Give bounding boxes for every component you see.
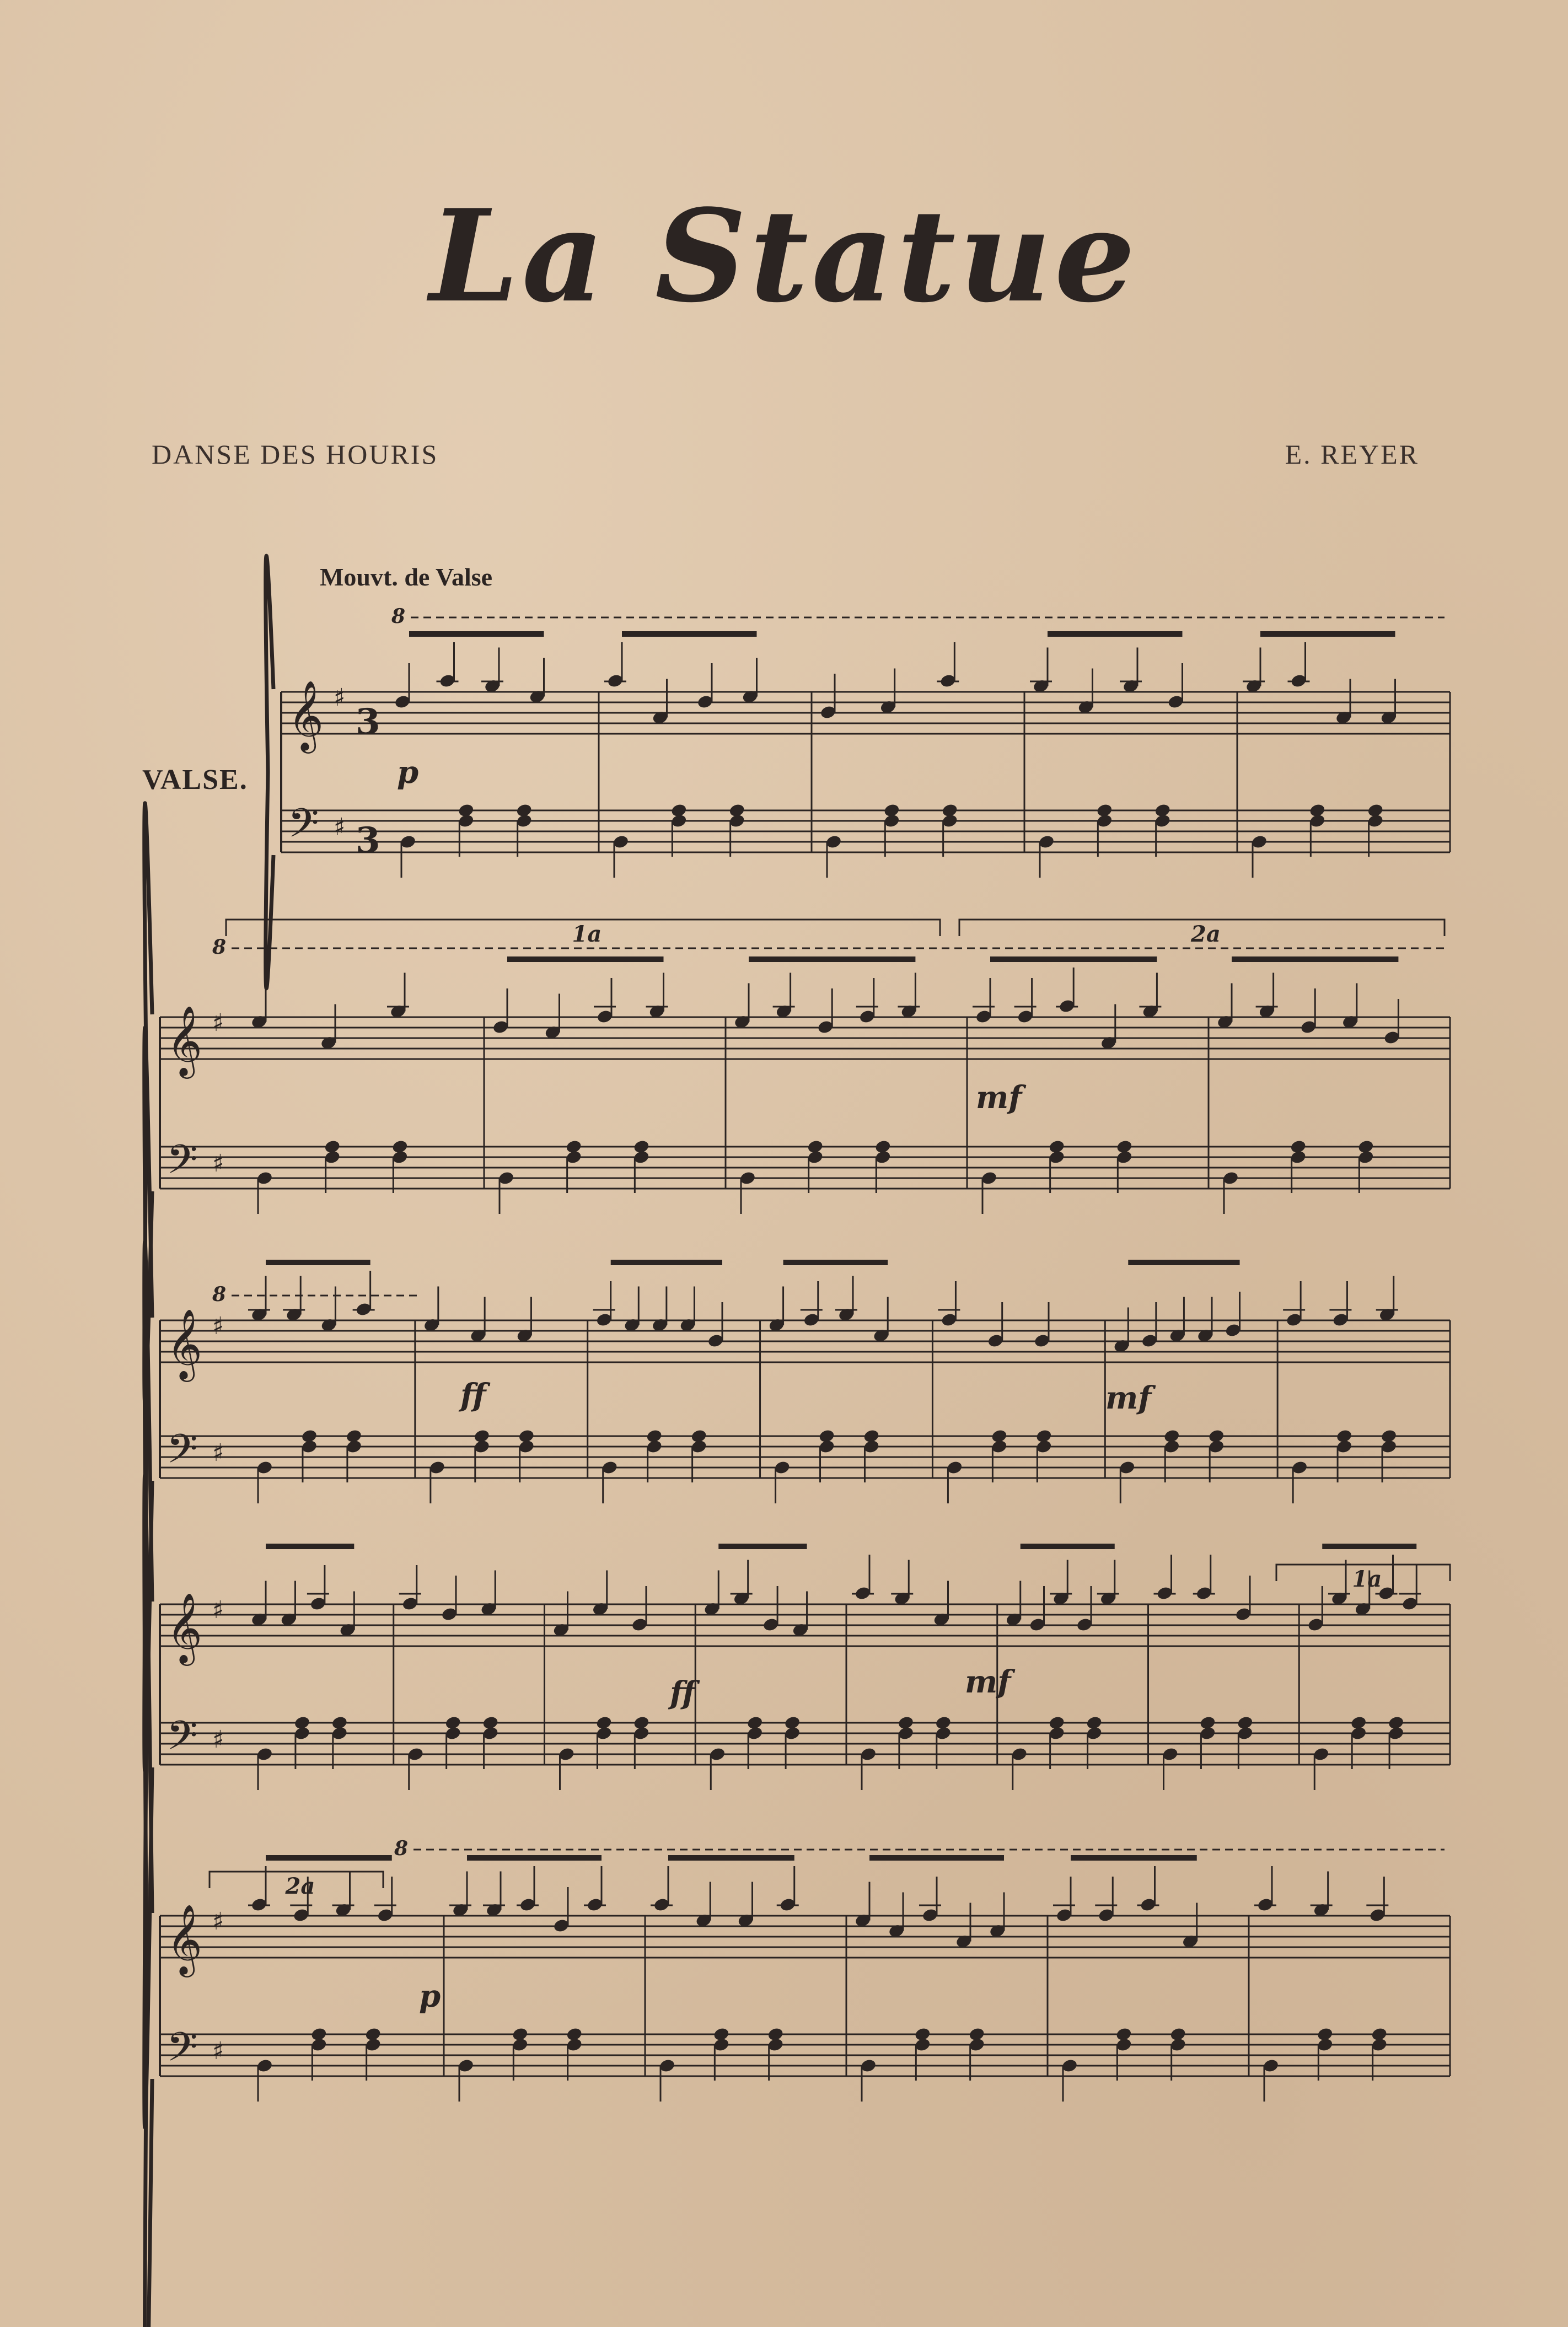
ottava-marking: 8 [212, 1283, 227, 1306]
note-beam [1232, 956, 1398, 962]
note-head [331, 1715, 348, 1731]
note-head [1115, 2027, 1132, 2042]
note-head [515, 803, 533, 818]
note-head [1163, 1428, 1180, 1444]
key-signature-sharp: ♯ [212, 1726, 224, 1754]
treble-clef: 𝄞 [167, 1592, 203, 1663]
note-beam [668, 1855, 794, 1861]
note-beam [1322, 1544, 1416, 1549]
tempo-marking: Mouvt. de Valse [320, 563, 493, 591]
note-head [941, 803, 958, 818]
note-head [747, 1715, 764, 1731]
key-signature-sharp: ♯ [212, 1149, 224, 1178]
note-head [310, 2027, 327, 2042]
note-head [364, 2027, 382, 2042]
note-head [482, 1715, 499, 1731]
bass-clef: 𝄢 [288, 799, 319, 856]
note-head [1154, 803, 1171, 818]
bass-clef: 𝄢 [167, 2023, 198, 2080]
note-head [807, 1139, 824, 1154]
key-signature-sharp: ♯ [212, 1596, 224, 1624]
note-beam [1071, 1855, 1197, 1861]
note-head [633, 1139, 650, 1154]
note-head [1048, 1715, 1065, 1731]
key-signature-sharp: ♯ [212, 1907, 224, 1936]
note-beam [507, 956, 664, 962]
ottava-marking: 8 [391, 605, 406, 628]
dynamic-marking-mf: mf [976, 1079, 1022, 1116]
note-beam [1260, 631, 1395, 637]
note-head [1096, 803, 1113, 818]
note-head [863, 1428, 880, 1444]
note-head [1309, 803, 1326, 818]
note-head [1035, 1428, 1053, 1444]
note-head [1357, 1139, 1374, 1154]
ottava-marking: 8 [212, 936, 227, 959]
note-head [1169, 2027, 1186, 2042]
note-head [883, 803, 900, 818]
note-head [818, 1428, 835, 1444]
note-head [1199, 1715, 1216, 1731]
note-head [391, 1139, 409, 1154]
note-head [1387, 1715, 1404, 1731]
note-head [324, 1139, 341, 1154]
note-head [1208, 1428, 1225, 1444]
dynamic-marking-ff: ff [670, 1675, 696, 1711]
volta-label: 2a [1191, 921, 1221, 947]
note-head [473, 1428, 490, 1444]
note-beam [749, 956, 915, 962]
note-head [968, 2027, 985, 2042]
dynamic-marking-p: p [397, 754, 419, 791]
note-head [1335, 1428, 1352, 1444]
note-beam [611, 1260, 722, 1265]
dynamic-marking-ff: ff [460, 1377, 486, 1414]
treble-clef: 𝄞 [167, 1904, 203, 1974]
bass-clef: 𝄢 [167, 1425, 198, 1482]
system-brace [266, 556, 273, 988]
composer-name: E. REYER [1285, 439, 1419, 470]
note-beam [1048, 631, 1183, 637]
volta-label: 1a [572, 921, 602, 947]
note-head [566, 2027, 583, 2042]
note-beam [869, 1855, 1004, 1861]
note-head [293, 1715, 310, 1731]
piece-subtitle: DANSE DES HOURIS [152, 439, 439, 470]
key-signature-sharp: ♯ [212, 2037, 224, 2065]
time-signature: 3 [356, 701, 380, 743]
dynamic-marking-mf: mf [965, 1664, 1011, 1700]
form-label: VALSE. [142, 764, 248, 796]
note-head [670, 803, 688, 818]
note-head [690, 1428, 707, 1444]
note-head [1350, 1715, 1367, 1731]
note-beam [467, 1855, 602, 1861]
page-title: La Statue [429, 182, 1139, 331]
key-signature-sharp: ♯ [334, 813, 346, 841]
treble-clef: 𝄞 [167, 1308, 203, 1379]
note-head [345, 1428, 362, 1444]
note-head [897, 1715, 914, 1731]
note-beam [718, 1544, 807, 1549]
note-head [1371, 2027, 1388, 2042]
note-head [1086, 1715, 1103, 1731]
note-head [1290, 1139, 1307, 1154]
bass-clef: 𝄢 [167, 1712, 198, 1769]
note-head [518, 1428, 535, 1444]
note-head [300, 1428, 318, 1444]
key-signature-sharp: ♯ [212, 1439, 224, 1467]
note-head [767, 2027, 784, 2042]
note-head [874, 1139, 892, 1154]
note-beam [266, 1544, 354, 1549]
note-head [1116, 1139, 1133, 1154]
key-signature-sharp: ♯ [212, 1312, 224, 1340]
note-beam [409, 631, 544, 637]
note-beam [266, 1855, 392, 1861]
note-head [1048, 1139, 1065, 1154]
volta-label: 1a [1352, 1566, 1382, 1592]
note-head [914, 2027, 931, 2042]
note-beam [990, 956, 1157, 962]
note-head [565, 1139, 582, 1154]
bass-clef: 𝄢 [167, 1136, 198, 1192]
note-head [1367, 803, 1384, 818]
note-head [646, 1428, 663, 1444]
note-beam [266, 1260, 370, 1265]
note-head [783, 1715, 801, 1731]
dynamic-marking-mf: mf [1105, 1380, 1152, 1416]
note-head [512, 2027, 529, 2042]
volta-label: 2a [285, 1873, 315, 1899]
note-head [1380, 1428, 1397, 1444]
note-head [458, 803, 475, 818]
note-head [444, 1715, 461, 1731]
note-head [633, 1715, 650, 1731]
note-beam [783, 1260, 888, 1265]
note-head [728, 803, 745, 818]
key-signature-sharp: ♯ [212, 1009, 224, 1037]
note-head [935, 1715, 952, 1731]
note-head [713, 2027, 730, 2042]
key-signature-sharp: ♯ [334, 684, 346, 712]
treble-clef: 𝄞 [288, 680, 324, 750]
note-beam [1021, 1544, 1115, 1549]
dynamic-marking-p: p [419, 1978, 441, 2014]
note-head [991, 1428, 1008, 1444]
note-head [1237, 1715, 1254, 1731]
time-signature: 3 [356, 820, 380, 861]
note-beam [1128, 1260, 1239, 1265]
note-head [595, 1715, 613, 1731]
ottava-marking: 8 [394, 1837, 409, 1860]
note-head [1317, 2027, 1334, 2042]
treble-clef: 𝄞 [167, 1005, 203, 1076]
note-beam [622, 631, 757, 637]
